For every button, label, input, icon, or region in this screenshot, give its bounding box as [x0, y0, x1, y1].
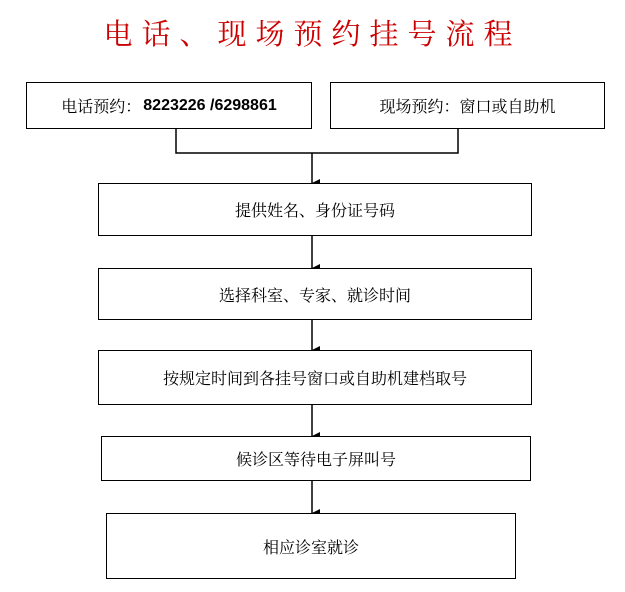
phone-appointment-box: [26, 82, 312, 129]
onsite-appointment-box: [330, 82, 605, 129]
phone-appointment-label: 电话预约：: [61, 97, 142, 116]
entry-merge-bracket: [176, 129, 458, 153]
step-provide-id-box: [98, 183, 532, 236]
page-title: 电话、现场预约挂号流程: [103, 17, 522, 51]
step-register-ticket-label: 按规定时间到各挂号窗口或自助机建档取号: [162, 369, 467, 388]
onsite-appointment-label: 现场预约：窗口或自助机: [379, 97, 556, 116]
step-visit-clinic-box: [106, 513, 516, 579]
step-select-department-box: [98, 268, 532, 320]
step-provide-id-label: 提供姓名、身份证号码: [234, 201, 395, 220]
phone-numbers: 8223226 /6298861: [143, 96, 277, 114]
step-wait-call-box: [101, 436, 531, 481]
step-wait-call-label: 候诊区等待电子屏叫号: [235, 450, 396, 469]
step-visit-clinic-label: 相应诊室就诊: [262, 537, 359, 557]
step-register-ticket-box: [98, 350, 532, 405]
step-select-department-label: 选择科室、专家、就诊时间: [218, 285, 411, 305]
